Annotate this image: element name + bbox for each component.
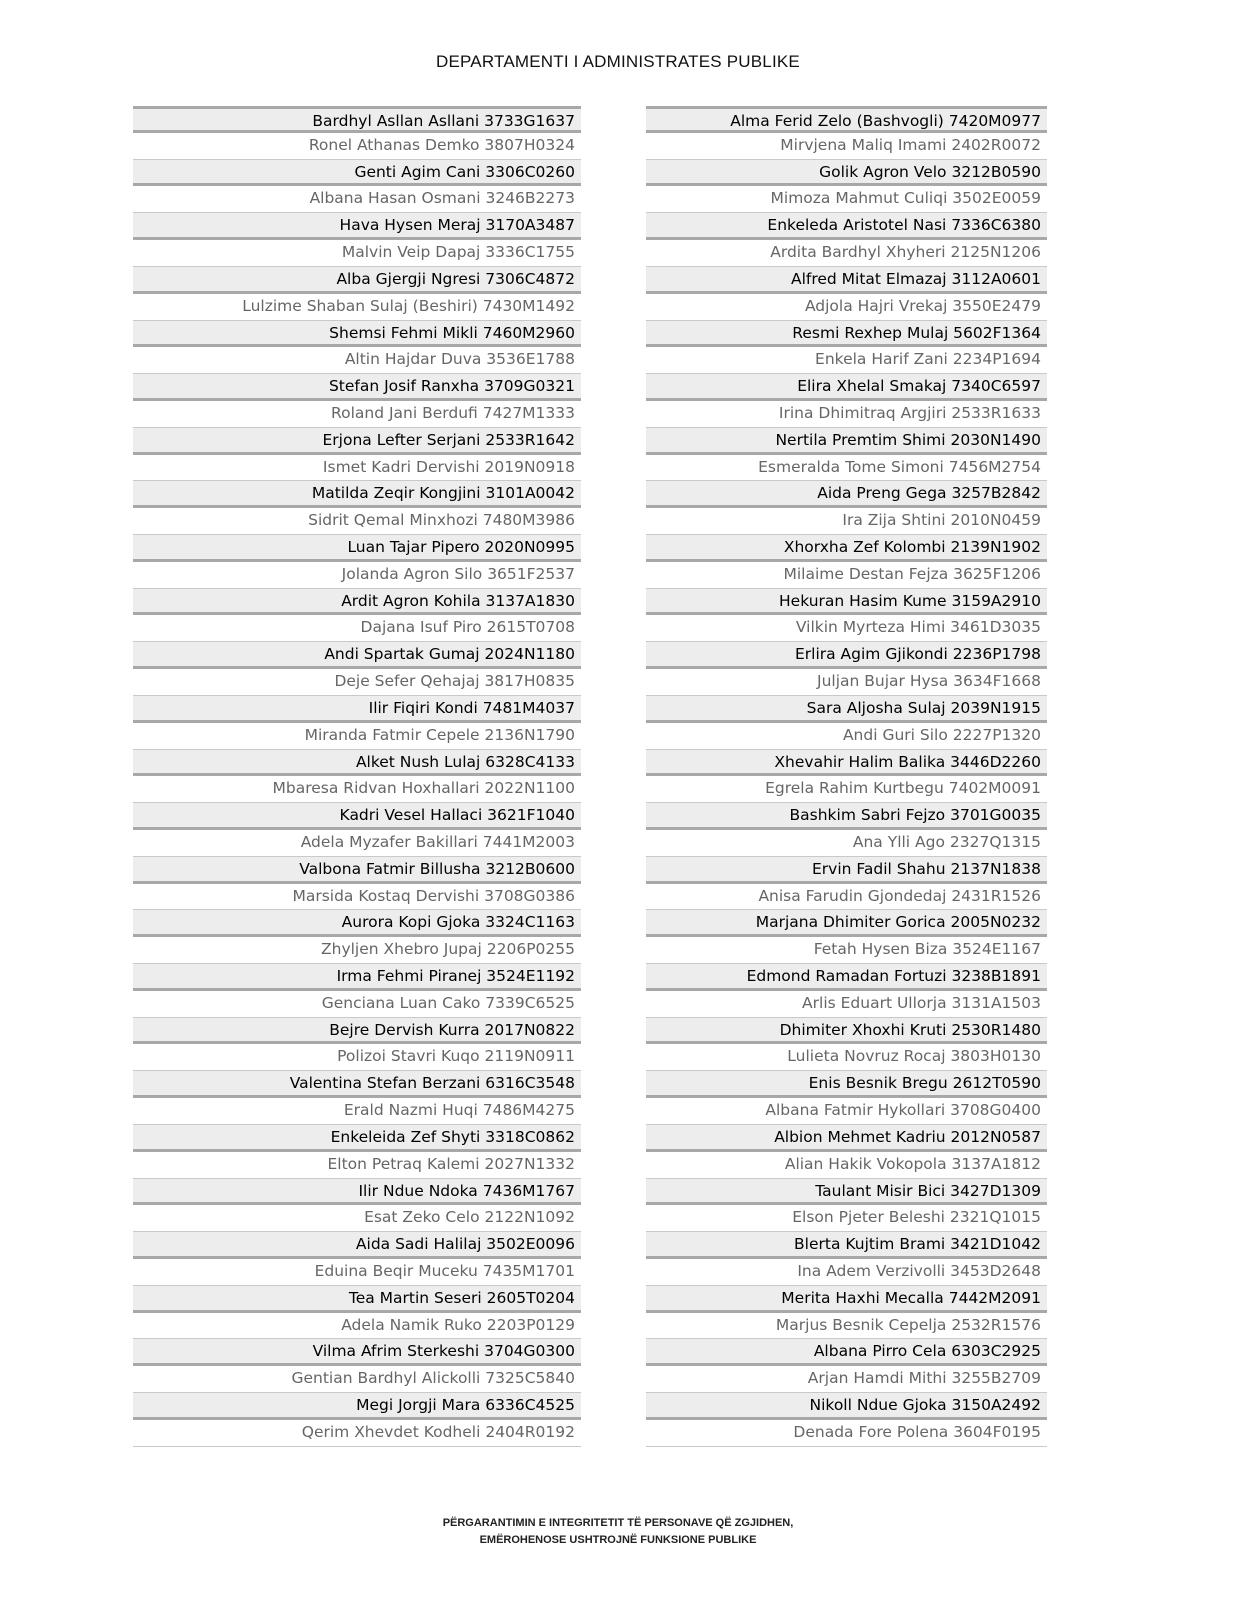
right-name-row: Esmeralda Tome Simoni 7456M2754 [646, 455, 1047, 482]
left-name-row: Dajana Isuf Piro 2615T0708 [133, 615, 581, 642]
right-name-row: Juljan Bujar Hysa 3634F1668 [646, 669, 1047, 696]
right-name-row: Ana Ylli Ago 2327Q1315 [646, 830, 1047, 857]
right-name-row: Albion Mehmet Kadriu 2012N0587 [646, 1125, 1047, 1152]
left-name-row: Altin Hajdar Duva 3536E1788 [133, 347, 581, 374]
right-name-row: Andi Guri Silo 2227P1320 [646, 723, 1047, 750]
left-name-row: Miranda Fatmir Cepele 2136N1790 [133, 723, 581, 750]
footer [0, 1515, 1236, 1549]
left-name-row: Malvin Veip Dapaj 3336C1755 [133, 240, 581, 267]
left-name-row: Bejre Dervish Kurra 2017N0822 [133, 1018, 581, 1045]
footer-line-1: PËRGARANTIMIN E INTEGRITETIT TË PERSONAVE QË ZGJIDHEN, [442, 1517, 794, 1529]
left-name-row: Lulzime Shaban Sulaj (Beshiri) 7430M1492 [133, 294, 581, 321]
left-name-row: Zhyljen Xhebro Jupaj 2206P0255 [133, 937, 581, 964]
left-name-row: Erjona Lefter Serjani 2533R1642 [133, 428, 581, 455]
left-name-row: Marsida Kostaq Dervishi 3708G0386 [133, 884, 581, 911]
right-name-row: Milaime Destan Fejza 3625F1206 [646, 562, 1047, 589]
left-name-row: Megi Jorgji Mara 6336C4525 [133, 1393, 581, 1420]
left-name-row: Jolanda Agron Silo 3651F2537 [133, 562, 581, 589]
right-name-row: Hekuran Hasim Kume 3159A2910 [646, 589, 1047, 616]
left-name-row: Irma Fehmi Piranej 3524E1192 [133, 964, 581, 991]
right-name-row: Ardita Bardhyl Xhyheri 2125N1206 [646, 240, 1047, 267]
right-name-row: Adjola Hajri Vrekaj 3550E2479 [646, 294, 1047, 321]
right-name-row: Lulieta Novruz Rocaj 3803H0130 [646, 1044, 1047, 1071]
left-name-row: Ilir Ndue Ndoka 7436M1767 [133, 1179, 581, 1206]
right-name-row: Enkela Harif Zani 2234P1694 [646, 347, 1047, 374]
left-name-row: Ilir Fiqiri Kondi 7481M4037 [133, 696, 581, 723]
left-name-row: Deje Sefer Qehajaj 3817H0835 [133, 669, 581, 696]
right-name-row: Albana Pirro Cela 6303C2925 [646, 1339, 1047, 1366]
left-name-row: Eduina Beqir Muceku 7435M1701 [133, 1259, 581, 1286]
left-name-row: Alket Nush Lulaj 6328C4133 [133, 750, 581, 777]
right-name-row: Nertila Premtim Shimi 2030N1490 [646, 428, 1047, 455]
left-name-row: Aurora Kopi Gjoka 3324C1163 [133, 910, 581, 937]
left-name-row: Adela Namik Ruko 2203P0129 [133, 1313, 581, 1340]
right-name-row: Irina Dhimitraq Argjiri 2533R1633 [646, 401, 1047, 428]
left-name-row: Luan Tajar Pipero 2020N0995 [133, 535, 581, 562]
left-name-row: Mbaresa Ridvan Hoxhallari 2022N1100 [133, 776, 581, 803]
right-name-row: Alian Hakik Vokopola 3137A1812 [646, 1152, 1047, 1179]
left-name-row: Ardit Agron Kohila 3137A1830 [133, 589, 581, 616]
right-name-row: Arjan Hamdi Mithi 3255B2709 [646, 1366, 1047, 1393]
page-title: DEPARTAMENTI I ADMINISTRATES PUBLIKE [436, 52, 800, 71]
right-name-row: Aida Preng Gega 3257B2842 [646, 481, 1047, 508]
left-name-row: Roland Jani Berdufi 7427M1333 [133, 401, 581, 428]
right-name-row: Erlira Agim Gjikondi 2236P1798 [646, 642, 1047, 669]
right-name-row: Merita Haxhi Mecalla 7442M2091 [646, 1286, 1047, 1313]
left-name-row: Valbona Fatmir Billusha 3212B0600 [133, 857, 581, 884]
left-name-row: Elton Petraq Kalemi 2027N1332 [133, 1152, 581, 1179]
left-name-row: Kadri Vesel Hallaci 3621F1040 [133, 803, 581, 830]
left-name-row: Polizoi Stavri Kuqo 2119N0911 [133, 1044, 581, 1071]
right-name-row: Xhorxha Zef Kolombi 2139N1902 [646, 535, 1047, 562]
right-name-row: Elson Pjeter Beleshi 2321Q1015 [646, 1205, 1047, 1232]
left-name-row: Valentina Stefan Berzani 6316C3548 [133, 1071, 581, 1098]
left-name-row: Ismet Kadri Dervishi 2019N0918 [133, 455, 581, 482]
left-name-row: Aida Sadi Halilaj 3502E0096 [133, 1232, 581, 1259]
right-name-row: Fetah Hysen Biza 3524E1167 [646, 937, 1047, 964]
left-name-row: Andi Spartak Gumaj 2024N1180 [133, 642, 581, 669]
right-name-row: Ina Adem Verzivolli 3453D2648 [646, 1259, 1047, 1286]
left-name-row: Bardhyl Asllan Asllani 3733G1637 [133, 106, 581, 133]
right-name-row: Sara Aljosha Sulaj 2039N1915 [646, 696, 1047, 723]
right-name-row: Arlis Eduart Ullorja 3131A1503 [646, 991, 1047, 1018]
left-name-row: Shemsi Fehmi Mikli 7460M2960 [133, 321, 581, 348]
left-name-row: Enkeleida Zef Shyti 3318C0862 [133, 1125, 581, 1152]
right-name-row: Vilkin Myrteza Himi 3461D3035 [646, 615, 1047, 642]
right-name-row: Marjana Dhimiter Gorica 2005N0232 [646, 910, 1047, 937]
left-name-column [133, 106, 581, 1447]
left-name-row: Alba Gjergji Ngresi 7306C4872 [133, 267, 581, 294]
right-name-row: Xhevahir Halim Balika 3446D2260 [646, 750, 1047, 777]
right-name-row: Nikoll Ndue Gjoka 3150A2492 [646, 1393, 1047, 1420]
right-name-row: Taulant Misir Bici 3427D1309 [646, 1179, 1047, 1206]
right-name-row: Dhimiter Xhoxhi Kruti 2530R1480 [646, 1018, 1047, 1045]
right-name-column [646, 106, 1047, 1447]
right-name-row: Marjus Besnik Cepelja 2532R1576 [646, 1313, 1047, 1340]
left-name-row: Qerim Xhevdet Kodheli 2404R0192 [133, 1420, 581, 1447]
left-name-row: Sidrit Qemal Minxhozi 7480M3986 [133, 508, 581, 535]
right-name-row: Albana Fatmir Hykollari 3708G0400 [646, 1098, 1047, 1125]
left-name-row: Genti Agim Cani 3306C0260 [133, 160, 581, 187]
right-name-row: Alfred Mitat Elmazaj 3112A0601 [646, 267, 1047, 294]
left-name-row: Erald Nazmi Huqi 7486M4275 [133, 1098, 581, 1125]
left-name-row: Stefan Josif Ranxha 3709G0321 [133, 374, 581, 401]
left-name-row: Gentian Bardhyl Alickolli 7325C5840 [133, 1366, 581, 1393]
left-name-row: Tea Martin Seseri 2605T0204 [133, 1286, 581, 1313]
right-name-row: Ira Zija Shtini 2010N0459 [646, 508, 1047, 535]
right-name-row: Enkeleda Aristotel Nasi 7336C6380 [646, 213, 1047, 240]
right-name-row: Mirvjena Maliq Imami 2402R0072 [646, 133, 1047, 160]
left-name-row: Albana Hasan Osmani 3246B2273 [133, 186, 581, 213]
left-name-row: Adela Myzafer Bakillari 7441M2003 [133, 830, 581, 857]
left-name-row: Esat Zeko Celo 2122N1092 [133, 1205, 581, 1232]
left-name-row: Ronel Athanas Demko 3807H0324 [133, 133, 581, 160]
right-name-row: Blerta Kujtim Brami 3421D1042 [646, 1232, 1047, 1259]
right-name-row: Alma Ferid Zelo (Bashvogli) 7420M0977 [646, 106, 1047, 133]
right-name-row: Edmond Ramadan Fortuzi 3238B1891 [646, 964, 1047, 991]
right-name-row: Egrela Rahim Kurtbegu 7402M0091 [646, 776, 1047, 803]
left-name-row: Genciana Luan Cako 7339C6525 [133, 991, 581, 1018]
left-name-row: Vilma Afrim Sterkeshi 3704G0300 [133, 1339, 581, 1366]
right-name-row: Enis Besnik Bregu 2612T0590 [646, 1071, 1047, 1098]
footer-line-2: EMËROHENOSE USHTROJNË FUNKSIONE PUBLIKE [479, 1534, 757, 1546]
right-name-row: Mimoza Mahmut Culiqi 3502E0059 [646, 186, 1047, 213]
right-name-row: Denada Fore Polena 3604F0195 [646, 1420, 1047, 1447]
right-name-row: Golik Agron Velo 3212B0590 [646, 160, 1047, 187]
right-name-row: Bashkim Sabri Fejzo 3701G0035 [646, 803, 1047, 830]
left-name-row: Hava Hysen Meraj 3170A3487 [133, 213, 581, 240]
left-name-row: Matilda Zeqir Kongjini 3101A0042 [133, 481, 581, 508]
right-name-row: Ervin Fadil Shahu 2137N1838 [646, 857, 1047, 884]
right-name-row: Elira Xhelal Smakaj 7340C6597 [646, 374, 1047, 401]
right-name-row: Resmi Rexhep Mulaj 5602F1364 [646, 321, 1047, 348]
right-name-row: Anisa Farudin Gjondedaj 2431R1526 [646, 884, 1047, 911]
